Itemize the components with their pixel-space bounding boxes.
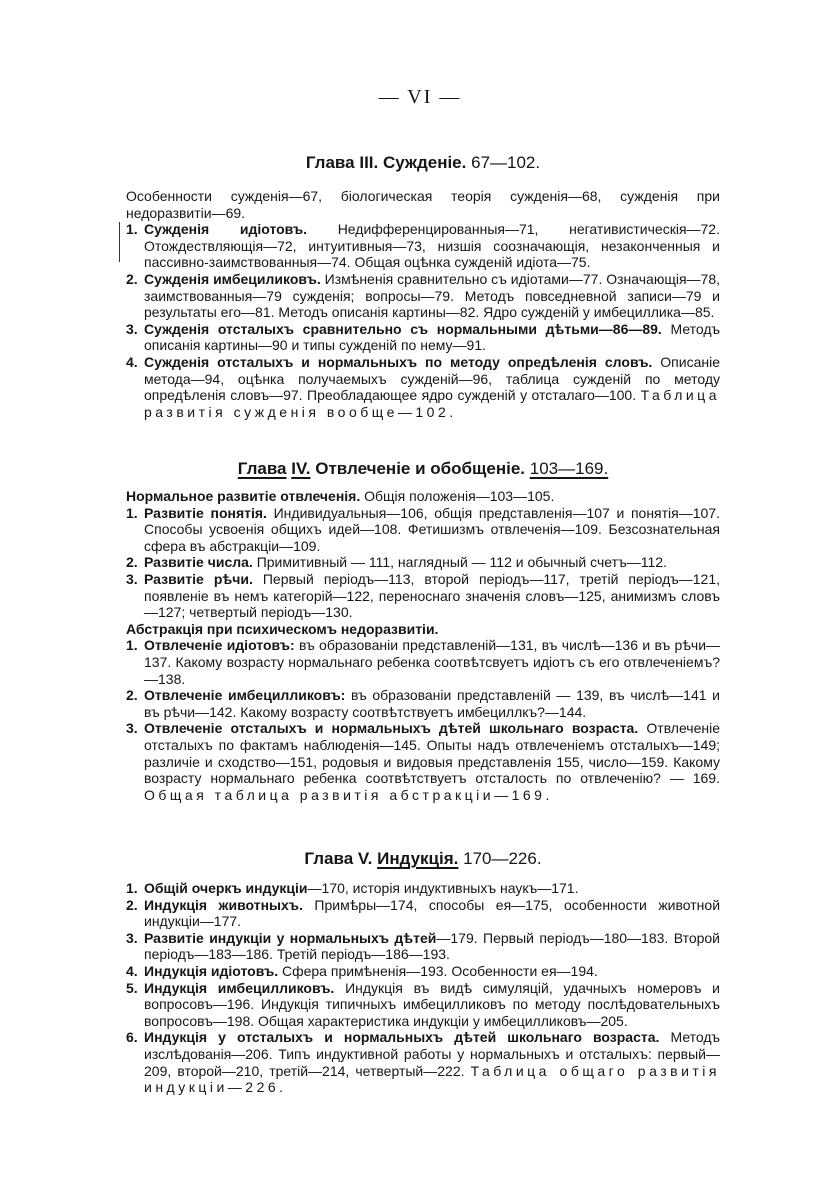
chapter-5-range: 170—226. xyxy=(463,849,542,868)
ch5-summary-table: Таблица общаго развитія индукціи—226. xyxy=(144,1062,720,1096)
ch4-section-head: Нормальное развитіе отвлеченія. xyxy=(126,488,361,504)
ch3-item-head: Сужденія отсталыхъ и нормальныхъ по методу опредѣленія словъ. xyxy=(144,353,653,370)
ch5-item: 4. Индукція идіотовъ. Сфера примѣненія—193. Особенности ея—194. xyxy=(126,962,598,979)
ch3-item-body: Описаніе метода—94, оцѣнка получаемыхъ сужденій—96, таблица сужденій по методу опредѣленія словъ—97. Преобладающее ядро сужденій у отсталаго—100. xyxy=(144,353,721,404)
chapter-4-contents xyxy=(126,488,720,803)
chapter-3-heading xyxy=(126,152,720,174)
ch3-item-head: Сужденія отсталыхъ сравнительно съ нормальными дѣтьми—86—89. xyxy=(144,320,662,337)
ch3-item: 3. Сужденія отсталыхъ сравнительно съ нормальными дѣтьми—86—89. Методъ описанія картины—90 и типы сужденій по нему—91. xyxy=(126,320,720,354)
chapter-4-title-prefix: Глава xyxy=(237,459,287,478)
chapter-3-intro: Особенности сужденія—67, біологическая теорія сужденія—68, сужденія при недоразвитіи—69. xyxy=(126,188,720,221)
chapter-4-title-number: IV. xyxy=(291,459,311,478)
ch5-item-body: Сфера примѣненія—193. Особенности ея—194. xyxy=(281,962,598,979)
margin-bracket-mark xyxy=(119,222,122,262)
ch5-item-head: Индукція имбецилликовъ. xyxy=(144,979,335,996)
ch4-item: 1. Отвлеченіе идіотовъ: въ образованіи представленій—131, въ числѣ—136 и въ рѣчи—137. Какому возрасту нормальнаго ребенка соотвѣтсвуетъ идіотъ съ его отвлеченіемъ?—138. xyxy=(126,637,721,687)
ch5-item-body: Примѣры—174, способы ея—175, особенности животной индукціи—177. xyxy=(144,896,721,930)
chapter-4-range: 103—169. xyxy=(529,459,609,478)
ch3-item: 2. Сужденія имбециликовъ. Измѣненія сравнительно съ идіотами—77. Означающія—78, заимствованныя—79 сужденія; вопросы—79. Методъ повседневной записи—79 и результаты его—81. Методъ описанія картины—82. Ядро сужденій у имбециллика—85. xyxy=(126,270,721,321)
ch5-item-head: Индукція идіотовъ. xyxy=(144,962,279,979)
ch4-item-body: въ образованіи представленій — 139, въ числѣ—141 и въ рѣчи—142. Какому возрасту соотвѣтствуетъ имбециллкъ?—144. xyxy=(144,687,721,720)
chapter-3-contents xyxy=(126,188,720,420)
ch5-item-head: Индукція у отсталыхъ и нормальныхъ дѣтей школьнаго возраста. xyxy=(144,1029,660,1046)
ch4-item-head: Отвлеченіе отсталыхъ и нормальныхъ дѣтей школьнаго возраста. xyxy=(144,720,639,737)
ch4-section-normal xyxy=(126,488,720,505)
ch3-item-body: Измѣненія сравнительно съ идіотами—77. Означающія—78, заимствованныя—79 сужденія; вопросы—79. Методъ повседневной записи—79 и результаты его—81. Методъ описанія картины—82. Ядро сужденій у имбециллика—85. xyxy=(144,270,721,321)
ch4-item-body: Индивидуальныя—106, общія представленія—107 и понятія—107. Способы усвоенія общихъ идей—108. Фетишизмъ отвлеченія—109. Безсознательная сфера въ абстракціи—109. xyxy=(144,504,720,554)
chapter-3-range: 67—102. xyxy=(471,153,541,172)
ch5-item: 6. Индукція у отсталыхъ и нормальныхъ дѣтей школьнаго возраста. Методъ изслѣдованія—206. Типъ индуктивной работы у нормальныхъ и отсталыхъ: первый—209, второй—210, третій—214, четвертый—222. Таблица общаго развитія индукціи—226. xyxy=(126,1029,720,1096)
ch4-item-head: Отвлеченіе идіотовъ: xyxy=(144,637,295,654)
page-number: — VI — xyxy=(378,86,462,108)
ch4-item: 3. Отвлеченіе отсталыхъ и нормальныхъ дѣтей школьнаго возраста. Отвлеченіе отсталыхъ по фактамъ наблюденія—145. Опыты надъ отвлеченіемъ отсталыхъ—149; различіе и сходство—151, родовыя и видовыя представленія 155, число—159. Какому возрасту нормальнаго ребенка соотвѣтствуетъ отсталость по отвлеченію? — 169. Общая таблица развитія абстракціи—169. xyxy=(126,720,721,803)
ch4-item-head: Отвлеченіе имбецилликовъ: xyxy=(144,687,346,704)
ch4-item-body: Примитивный — 111, наглядный — 112 и обычный счетъ—112. xyxy=(256,554,667,571)
chapter-3-title: Глава III. Сужденіе. xyxy=(305,153,467,172)
ch5-item-head: Индукція животныхъ. xyxy=(144,896,303,913)
chapter-5-contents xyxy=(126,880,720,1096)
ch5-item-body: —179. Первый періодъ—180—183. Второй періодъ—183—186. Третій періодъ—186—193. xyxy=(144,929,721,963)
ch4-item: 1. Развитіе понятія. Индивидуальныя—106, общія представленія—107 и понятія—107. Способы усвоенія общихъ идей—108. Фетишизмъ отвлеченія—109. Безсознательная сфера въ абстракціи—109. xyxy=(126,504,720,554)
ch4-item-body: въ образованіи представленій—131, въ числѣ—136 и въ рѣчи—137. Какому возрасту нормальнаго ребенка соотвѣтсвуетъ идіотъ съ его отвлеченіемъ?—138. xyxy=(144,637,721,687)
ch4-item-body: Первый періодъ—113, второй періодъ—117, третій періодъ—121, появленіе въ немъ категорій—122, переноснаго значенія словъ—125, анимизмъ словъ—127; четвертый періодъ—130. xyxy=(144,570,721,621)
ch5-item-body: —170, исторія индуктивныхъ наукъ—171. xyxy=(307,880,579,896)
ch3-summary-table: Таблица развитія сужденія вообще—102. xyxy=(144,387,720,420)
ch3-item: 4. Сужденія отсталыхъ и нормальныхъ по методу опредѣленія словъ. Описаніе метода—94, оцѣнка получаемыхъ сужденій—96, таблица сужденій по методу опредѣленія словъ—97. Преобладающее ядро сужденій у отсталаго—100. Таблица развитія сужденія вообще—102. xyxy=(126,353,721,420)
ch4-item: 2. Развитіе числа. Примитивный — 111, наглядный — 112 и обычный счетъ—112. xyxy=(126,554,667,571)
ch5-item-body: Методъ изслѣдованія—206. Типъ индуктивной работы у нормальныхъ и отсталыхъ: первый—209, второй—210, третій—214, четвертый—222. xyxy=(144,1029,720,1079)
chapter-5-title: Индукція. xyxy=(377,849,459,868)
ch4-item-body: Отвлеченіе отсталыхъ по фактамъ наблюденія—145. Опыты надъ отвлеченіемъ отсталыхъ—149; различіе и сходство—151, родовыя и видовыя представленія 155, число—159. Какому возрасту нормальнаго ребенка соотвѣтствуетъ отсталость по отвлеченію? — 169. xyxy=(144,720,721,787)
ch5-item-body: Индукція въ видѣ симуляцій, удачныхъ номеровъ и вопросовъ—196. Индукція типичныхъ имбецилликовъ по методу послѣдовательныхъ вопросовъ—198. Общая характеристика индукціи у имбецилликовъ—205. xyxy=(144,979,720,1029)
ch4-summary-table: Общая таблица развитія абстракціи—169. xyxy=(144,786,553,803)
ch4-item-head: Развитіе рѣчи. xyxy=(144,570,253,587)
ch3-item-body: Недифференцированныя—71, негативистическія—72. Отождествляющія—72, интуитивныя—73, низшія соозначающія, незаконченныя и пассивно-заимствованныя—74. Общая оцѣнка сужденій идіота—75. xyxy=(144,221,720,271)
ch3-item-head: Сужденія идіотовъ. xyxy=(144,221,308,238)
ch3-item-head: Сужденія имбециликовъ. xyxy=(144,270,321,287)
ch4-item-head: Развитіе числа. xyxy=(144,554,253,571)
chapter-4-title: Отвлеченіе и обобщеніе. xyxy=(315,459,526,478)
ch5-item-head: Развитіе индукціи у нормальныхъ дѣтей xyxy=(144,929,437,946)
ch5-item: 3. Развитіе индукціи у нормальныхъ дѣтей—179. Первый періодъ—180—183. Второй періодъ—183—186. Третій періодъ—186—193. xyxy=(126,929,721,963)
ch5-item-head: Общій очеркъ индукціи xyxy=(144,880,308,896)
chapter-5-title-prefix: Глава V. xyxy=(304,849,373,868)
chapter-5-heading xyxy=(126,848,720,870)
ch5-item: 2. Индукція животныхъ. Примѣры—174, способы ея—175, особенности животной индукціи—177. xyxy=(126,896,721,930)
ch4-item: 2. Отвлеченіе имбецилликовъ: въ образованіи представленій — 139, въ числѣ—141 и въ рѣчи—142. Какому возрасту соотвѣтствуетъ имбециллкъ?—144. xyxy=(126,687,721,720)
chapter-4-heading xyxy=(126,458,720,480)
ch5-item: 5. Индукція имбецилликовъ. Индукція въ видѣ симуляцій, удачныхъ номеровъ и вопросовъ—196. Индукція типичныхъ имбецилликовъ по методу послѣдовательныхъ вопросовъ—198. Общая характеристика индукціи у имбецилликовъ—205. xyxy=(126,979,720,1029)
ch4-section-body: Общія положенія—103—105. xyxy=(364,488,555,504)
ch4-item: 3. Развитіе рѣчи. Первый періодъ—113, второй періодъ—117, третій періодъ—121, появленіе въ немъ категорій—122, переноснаго значенія словъ—125, анимизмъ словъ—127; четвертый періодъ—130. xyxy=(126,570,721,621)
ch4-item-head: Развитіе понятія. xyxy=(144,504,267,521)
ch4-section-abstraction-head: Абстракція при психическомъ недоразвитіи. xyxy=(126,620,439,637)
ch3-item-body: Методъ описанія картины—90 и типы сужденій по нему—91. xyxy=(144,320,720,354)
ch3-item: 1. Сужденія идіотовъ. Недифференцированныя—71, негативистическія—72. Отождествляющія—72, интуитивныя—73, низшія соозначающія, незаконченныя и пассивно-заимствованныя—74. Общая оцѣнка сужденій идіота—75. xyxy=(126,221,720,271)
ch5-item: 1. Общій очеркъ индукціи—170, исторія индуктивныхъ наукъ—171. xyxy=(126,880,579,896)
